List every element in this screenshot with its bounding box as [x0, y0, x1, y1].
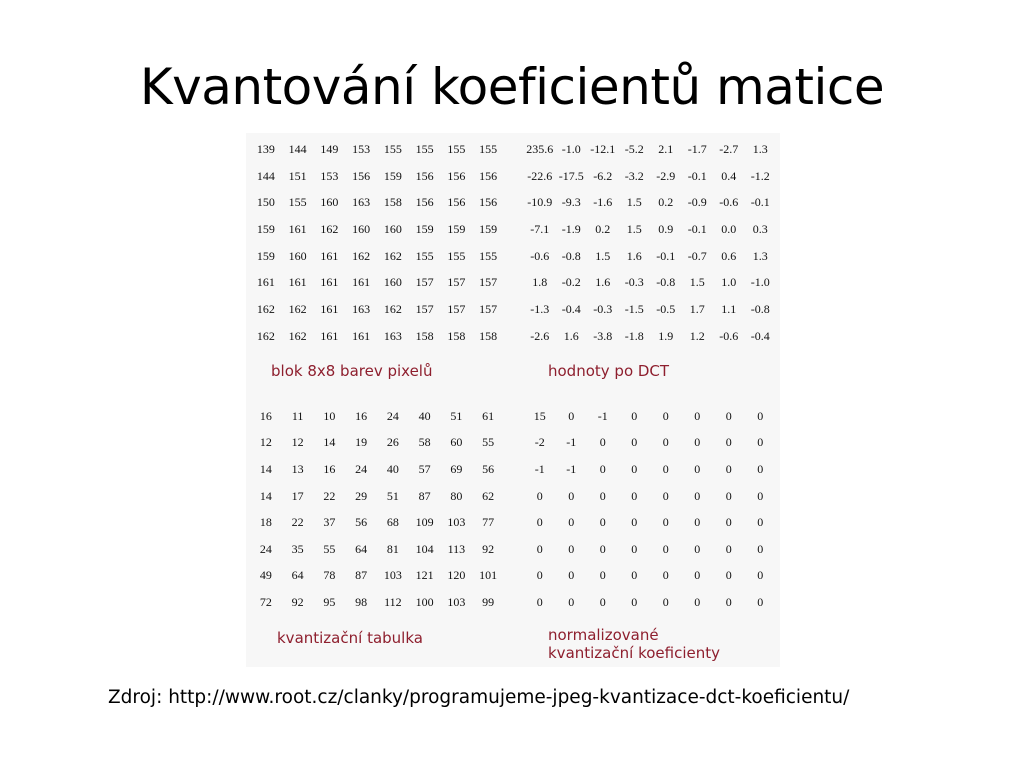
matrix-cell: 0 — [694, 515, 701, 530]
pixel-block-caption: blok 8x8 barev pixelů — [271, 362, 433, 380]
matrix-cell: -5.2 — [624, 141, 644, 156]
matrix-cell: 2.1 — [658, 141, 674, 156]
matrix-cell: 64 — [355, 541, 368, 556]
matrix-cell: -0.5 — [656, 301, 676, 316]
matrix-cell: -0.3 — [624, 275, 644, 290]
matrix-cell: 72 — [259, 594, 272, 609]
matrix-cell: 98 — [355, 594, 368, 609]
matrix-cell: 162 — [320, 221, 339, 236]
matrix-cell: 55 — [323, 541, 336, 556]
matrix-cell: 1.5 — [595, 248, 611, 263]
matrix-cell: 80 — [450, 488, 463, 503]
matrix-cell: 160 — [383, 221, 402, 236]
matrix-cell: 0 — [662, 515, 669, 530]
matrix-cell: 0 — [631, 541, 638, 556]
matrix-cell: 0 — [694, 488, 701, 503]
matrix-cell: 57 — [418, 461, 431, 476]
matrix-cell: -1.0 — [750, 275, 770, 290]
matrix-cell: 162 — [383, 248, 402, 263]
matrix-cell: 158 — [447, 328, 466, 343]
matrix-cell: 121 — [415, 568, 434, 583]
matrix-cell: -0.7 — [687, 248, 707, 263]
matrix-cell: 1.7 — [689, 301, 705, 316]
matrix-cell: 0 — [725, 515, 732, 530]
matrix-cell: 155 — [479, 141, 498, 156]
matrix-cell: 22 — [323, 488, 336, 503]
matrix-cell: -2.7 — [719, 141, 739, 156]
matrix-cell: 29 — [355, 488, 368, 503]
matrix-cell: 150 — [256, 195, 275, 210]
matrix-cell: 16 — [259, 408, 272, 423]
matrix-cell: 51 — [450, 408, 463, 423]
matrix-cell: 160 — [320, 195, 339, 210]
matrix-cell: 0 — [662, 594, 669, 609]
dct-values-matrix — [524, 136, 776, 350]
matrix-cell: 22 — [291, 515, 304, 530]
matrix-cell: 0.4 — [721, 168, 737, 183]
matrix-cell: 235.6 — [526, 141, 554, 156]
matrix-cell: 163 — [383, 328, 402, 343]
matrix-cell: 0 — [725, 408, 732, 423]
matrix-cell: 0 — [725, 568, 732, 583]
matrix-cell: 163 — [352, 195, 371, 210]
matrix-cell: 19 — [355, 435, 368, 450]
matrix-cell: 0 — [631, 515, 638, 530]
matrix-cell: 0 — [568, 488, 575, 503]
matrix-cell: 157 — [447, 275, 466, 290]
matrix-cell: -1.3 — [530, 301, 550, 316]
normalized-coefficients-caption — [548, 626, 720, 662]
matrix-cell: 0 — [757, 541, 764, 556]
matrix-cell: -0.6 — [530, 248, 550, 263]
matrix-cell: 156 — [352, 168, 371, 183]
matrix-cell: 99 — [482, 594, 495, 609]
matrix-cell: 56 — [355, 515, 368, 530]
matrix-cell: 0 — [662, 541, 669, 556]
matrix-cell: -6.2 — [593, 168, 613, 183]
matrix-cell: 139 — [256, 141, 275, 156]
matrix-cell: 0 — [568, 594, 575, 609]
matrix-cell: 0 — [568, 568, 575, 583]
matrix-cell: 61 — [482, 408, 495, 423]
matrix-cell: 14 — [259, 488, 272, 503]
matrix-cell: 0 — [757, 435, 764, 450]
matrix-cell: 158 — [415, 328, 434, 343]
matrix-cell: 161 — [288, 275, 307, 290]
matrix-cell: 81 — [386, 541, 399, 556]
matrix-cell: 162 — [256, 301, 275, 316]
matrix-cell: 58 — [418, 435, 431, 450]
matrix-cell: 144 — [288, 141, 307, 156]
matrix-cell: 18 — [259, 515, 272, 530]
matrix-cell: 0 — [694, 435, 701, 450]
normalized-caption-line2: kvantizační koeficienty — [548, 644, 720, 662]
matrix-cell: 69 — [450, 461, 463, 476]
matrix-cell: 13 — [291, 461, 304, 476]
matrix-cell: 1.5 — [626, 195, 642, 210]
matrix-cell: 157 — [415, 275, 434, 290]
matrix-cell: 160 — [288, 248, 307, 263]
matrix-cell: 161 — [256, 275, 275, 290]
matrix-cell: -1.9 — [561, 221, 581, 236]
matrix-cell: 0 — [662, 461, 669, 476]
matrix-cell: 100 — [415, 594, 434, 609]
matrix-cell: 0 — [662, 568, 669, 583]
matrix-cell: 0 — [694, 408, 701, 423]
matrix-cell: 24 — [355, 461, 368, 476]
matrix-cell: 0 — [599, 488, 606, 503]
matrix-cell: -0.1 — [656, 248, 676, 263]
matrix-cell: 64 — [291, 568, 304, 583]
matrix-cell: 162 — [288, 301, 307, 316]
matrix-cell: -0.1 — [687, 221, 707, 236]
matrix-cell: 0 — [757, 515, 764, 530]
matrix-cell: 0 — [757, 594, 764, 609]
matrix-cell: -9.3 — [561, 195, 581, 210]
matrix-cell: 0 — [599, 568, 606, 583]
matrix-cell: -12.1 — [590, 141, 616, 156]
matrix-cell: -10.9 — [527, 195, 553, 210]
matrix-cell: 1.3 — [752, 248, 768, 263]
matrix-cell: 0.3 — [752, 221, 768, 236]
matrix-cell: 40 — [386, 461, 399, 476]
matrix-cell: 159 — [256, 221, 275, 236]
matrix-cell: 1.3 — [752, 141, 768, 156]
matrix-cell: -7.1 — [530, 221, 550, 236]
matrix-cell: 0 — [725, 594, 732, 609]
matrix-cell: 49 — [259, 568, 272, 583]
matrix-cell: 1.9 — [658, 328, 674, 343]
matrix-cell: 155 — [288, 195, 307, 210]
matrix-cell: 159 — [415, 221, 434, 236]
matrix-cell: 11 — [291, 408, 304, 423]
matrix-cell: 0 — [536, 488, 543, 503]
matrix-cell: 26 — [386, 435, 399, 450]
matrix-cell: 156 — [479, 195, 498, 210]
matrix-cell: 0 — [536, 568, 543, 583]
matrix-cell: 10 — [323, 408, 336, 423]
quantization-table-caption: kvantizační tabulka — [277, 629, 423, 647]
matrix-cell: 0 — [599, 541, 606, 556]
matrix-cell: 0 — [757, 461, 764, 476]
matrix-cell: 0 — [599, 515, 606, 530]
matrix-cell: 149 — [320, 141, 339, 156]
matrix-cell: 156 — [447, 168, 466, 183]
matrix-cell: 158 — [479, 328, 498, 343]
matrix-cell: -1 — [597, 408, 608, 423]
matrix-cell: 161 — [320, 275, 339, 290]
matrix-cell: -3.2 — [624, 168, 644, 183]
matrix-cell: 163 — [352, 301, 371, 316]
matrix-cell: 157 — [479, 301, 498, 316]
matrix-cell: -0.1 — [687, 168, 707, 183]
matrix-cell: 151 — [288, 168, 307, 183]
matrix-cell: 1.2 — [689, 328, 705, 343]
jpeg-quantization-figure — [246, 133, 780, 667]
matrix-cell: -3.8 — [593, 328, 613, 343]
matrix-cell: -1 — [534, 461, 545, 476]
matrix-cell: 0 — [599, 594, 606, 609]
matrix-cell: 1.6 — [563, 328, 579, 343]
matrix-cell: 1.5 — [689, 275, 705, 290]
matrix-cell: 37 — [323, 515, 336, 530]
matrix-cell: 0 — [694, 541, 701, 556]
matrix-cell: 0 — [662, 488, 669, 503]
matrix-cell: -1.8 — [624, 328, 644, 343]
matrix-cell: 153 — [352, 141, 371, 156]
matrix-cell: -1 — [566, 461, 577, 476]
matrix-cell: 155 — [447, 141, 466, 156]
quantization-table-matrix — [250, 403, 504, 616]
matrix-cell: 0 — [694, 594, 701, 609]
matrix-cell: -0.3 — [593, 301, 613, 316]
matrix-cell: 161 — [352, 275, 371, 290]
matrix-cell: 0 — [568, 515, 575, 530]
matrix-cell: 161 — [352, 328, 371, 343]
matrix-cell: 0.9 — [658, 221, 674, 236]
matrix-cell: 161 — [288, 221, 307, 236]
matrix-cell: 0 — [631, 461, 638, 476]
matrix-cell: 162 — [383, 301, 402, 316]
matrix-cell: 0 — [631, 568, 638, 583]
matrix-cell: -0.4 — [561, 301, 581, 316]
matrix-cell: 14 — [323, 435, 336, 450]
matrix-cell: -0.1 — [750, 195, 770, 210]
matrix-cell: 1.5 — [626, 221, 642, 236]
matrix-cell: 160 — [383, 275, 402, 290]
matrix-cell: 0 — [536, 515, 543, 530]
matrix-cell: 0 — [725, 488, 732, 503]
matrix-cell: 56 — [482, 461, 495, 476]
matrix-cell: 103 — [447, 594, 466, 609]
matrix-cell: -0.9 — [687, 195, 707, 210]
matrix-cell: 0 — [536, 541, 543, 556]
matrix-cell: 162 — [256, 328, 275, 343]
matrix-cell: 0 — [725, 461, 732, 476]
matrix-cell: 162 — [352, 248, 371, 263]
matrix-cell: 157 — [479, 275, 498, 290]
matrix-cell: 95 — [323, 594, 336, 609]
matrix-cell: -0.4 — [750, 328, 770, 343]
matrix-cell: 156 — [447, 195, 466, 210]
matrix-cell: 0 — [662, 435, 669, 450]
matrix-cell: 51 — [386, 488, 399, 503]
matrix-cell: -1 — [566, 435, 577, 450]
matrix-cell: -1.5 — [624, 301, 644, 316]
matrix-cell: 55 — [482, 435, 495, 450]
matrix-cell: 0 — [536, 594, 543, 609]
matrix-cell: 159 — [479, 221, 498, 236]
matrix-cell: 1.8 — [532, 275, 548, 290]
matrix-cell: 35 — [291, 541, 304, 556]
matrix-cell: -2.9 — [656, 168, 676, 183]
matrix-cell: 0 — [757, 408, 764, 423]
matrix-cell: 112 — [384, 594, 402, 609]
matrix-cell: -0.6 — [719, 328, 739, 343]
matrix-cell: 161 — [320, 301, 339, 316]
matrix-cell: 0 — [631, 408, 638, 423]
matrix-cell: 0.6 — [721, 248, 737, 263]
matrix-cell: 0 — [599, 461, 606, 476]
matrix-cell: 0 — [662, 408, 669, 423]
matrix-cell: -1.6 — [593, 195, 613, 210]
matrix-cell: 157 — [447, 301, 466, 316]
matrix-cell: 68 — [386, 515, 399, 530]
matrix-cell: 14 — [259, 461, 272, 476]
matrix-cell: 0 — [694, 461, 701, 476]
matrix-cell: 1.1 — [721, 301, 737, 316]
matrix-cell: -0.8 — [561, 248, 581, 263]
matrix-cell: 120 — [447, 568, 466, 583]
matrix-cell: -1.2 — [750, 168, 770, 183]
matrix-cell: 155 — [415, 248, 434, 263]
matrix-cell: 0 — [631, 435, 638, 450]
matrix-cell: -2 — [534, 435, 545, 450]
matrix-cell: 92 — [291, 594, 304, 609]
pixel-block-matrix — [250, 136, 504, 350]
matrix-cell: 104 — [415, 541, 434, 556]
matrix-cell: 162 — [288, 328, 307, 343]
matrix-cell: 0.2 — [595, 221, 611, 236]
matrix-cell: 155 — [415, 141, 434, 156]
matrix-cell: 0 — [757, 488, 764, 503]
matrix-cell: 161 — [320, 248, 339, 263]
dct-values-caption: hodnoty po DCT — [548, 362, 670, 380]
matrix-cell: 0 — [631, 488, 638, 503]
matrix-cell: 24 — [259, 541, 272, 556]
matrix-cell: -0.8 — [656, 275, 676, 290]
matrix-cell: 0.2 — [658, 195, 674, 210]
matrix-cell: 156 — [415, 195, 434, 210]
matrix-cell: 155 — [383, 141, 402, 156]
matrix-cell: 87 — [355, 568, 368, 583]
matrix-cell: 158 — [383, 195, 402, 210]
matrix-cell: 156 — [479, 168, 498, 183]
matrix-cell: 1.0 — [721, 275, 737, 290]
matrix-cell: -1.0 — [561, 141, 581, 156]
matrix-cell: 92 — [482, 541, 495, 556]
matrix-cell: 24 — [386, 408, 399, 423]
matrix-cell: 101 — [479, 568, 498, 583]
matrix-cell: 159 — [447, 221, 466, 236]
matrix-cell: 77 — [482, 515, 495, 530]
matrix-cell: 1.6 — [626, 248, 642, 263]
matrix-cell: -2.6 — [530, 328, 550, 343]
matrix-cell: 78 — [323, 568, 336, 583]
matrix-cell: 0 — [599, 435, 606, 450]
matrix-cell: 159 — [256, 248, 275, 263]
matrix-cell: 40 — [418, 408, 431, 423]
matrix-cell: 103 — [383, 568, 402, 583]
matrix-cell: 113 — [447, 541, 466, 556]
matrix-cell: 0 — [725, 435, 732, 450]
slide-title: Kvantování koeficientů matice — [139, 58, 885, 116]
matrix-cell: 155 — [479, 248, 498, 263]
matrix-cell: 15 — [533, 408, 546, 423]
matrix-cell: 16 — [323, 461, 336, 476]
matrix-cell: 144 — [256, 168, 275, 183]
matrix-cell: 103 — [447, 515, 466, 530]
matrix-cell: 0.0 — [721, 221, 737, 236]
matrix-cell: -17.5 — [558, 168, 584, 183]
matrix-cell: 1.6 — [595, 275, 611, 290]
matrix-cell: 156 — [415, 168, 434, 183]
matrix-cell: 12 — [259, 435, 272, 450]
source-citation: Zdroj: http://www.root.cz/clanky/programujeme-jpeg-kvantizace-dct-koeficientu/ — [108, 687, 850, 708]
matrix-cell: -0.2 — [561, 275, 581, 290]
normalized-caption-line1: normalizované — [548, 626, 659, 644]
matrix-cell: 16 — [355, 408, 368, 423]
matrix-cell: 87 — [418, 488, 431, 503]
matrix-cell: 153 — [320, 168, 339, 183]
matrix-cell: -22.6 — [527, 168, 553, 183]
matrix-cell: 0 — [568, 541, 575, 556]
matrix-cell: 161 — [320, 328, 339, 343]
matrix-cell: 0 — [568, 408, 575, 423]
matrix-cell: 0 — [725, 541, 732, 556]
matrix-cell: 159 — [383, 168, 402, 183]
matrix-cell: 0 — [694, 568, 701, 583]
normalized-coefficients-matrix — [524, 403, 776, 616]
matrix-cell: 60 — [450, 435, 463, 450]
matrix-cell: 0 — [757, 568, 764, 583]
matrix-cell: 109 — [415, 515, 434, 530]
matrix-cell: 157 — [415, 301, 434, 316]
matrix-cell: 160 — [352, 221, 371, 236]
matrix-cell: 62 — [482, 488, 495, 503]
matrix-cell: -0.6 — [719, 195, 739, 210]
matrix-cell: -1.7 — [687, 141, 707, 156]
matrix-cell: -0.8 — [750, 301, 770, 316]
matrix-cell: 17 — [291, 488, 304, 503]
matrix-cell: 155 — [447, 248, 466, 263]
matrix-cell: 12 — [291, 435, 304, 450]
matrix-cell: 0 — [631, 594, 638, 609]
